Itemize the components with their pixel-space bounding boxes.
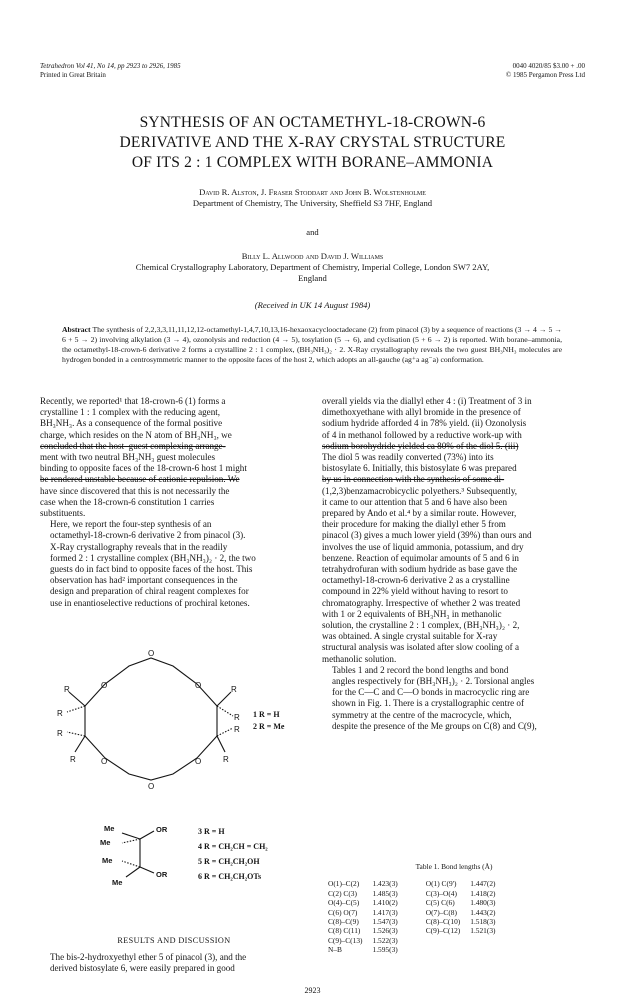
text-line: sodium borohydride yielded ca 80% of the diol 5. (iii) bbox=[322, 440, 519, 451]
section-heading-results: RESULTS AND DISCUSSION bbox=[117, 936, 231, 945]
crown-ether-structure bbox=[55, 644, 245, 792]
or-group-label: OR bbox=[156, 870, 168, 879]
left-column-results bbox=[40, 952, 308, 974]
abstract bbox=[62, 325, 562, 365]
text-line: Recently, we reported¹ that 18-crown-6 (1) forms a bbox=[40, 396, 226, 406]
text-line: guests do in fact bind to opposite faces of the host. This bbox=[50, 564, 253, 575]
bond-label-cell: O(1) C(9') bbox=[425, 879, 457, 889]
bond-value-cell: 1.485(3) bbox=[372, 888, 398, 898]
bond-value-cell: 1.595(3) bbox=[372, 945, 398, 955]
table-row bbox=[328, 879, 506, 888]
text-line: (1,2,3)benzamacrobicyclic polyethers.³ Subsequently, bbox=[322, 485, 518, 496]
text-line: bistosylate 6. Initially, this bistosylate 6 was prepared bbox=[322, 463, 517, 474]
table-row bbox=[328, 945, 506, 954]
methyl-label: Me bbox=[112, 878, 123, 887]
text-line: derived bistosylate 6, were easily prepared in good bbox=[50, 963, 235, 974]
text-line: be rendered unstable because of cationic repulsion. We bbox=[40, 474, 240, 485]
bond-value-cell: 1.423(3) bbox=[372, 879, 398, 889]
bond-label-cell: C(8)–C(10) bbox=[425, 917, 461, 927]
text-line: concluded that the host–guest complexing arrange- bbox=[40, 440, 226, 451]
text-line: formed 2 : 1 crystalline complex (BH₃NH₃)₂ · 2, the two bbox=[50, 552, 256, 563]
text-line: prepared by Ando et al.⁴ by a similar route. However, bbox=[322, 508, 517, 519]
pinacol-structure bbox=[100, 821, 190, 891]
legend-item-1: 1 R = H bbox=[253, 710, 280, 719]
bond-value-cell bbox=[470, 936, 505, 945]
bond-label-cell: C(5) C(6) bbox=[425, 898, 455, 908]
r-group-label: R bbox=[223, 755, 229, 764]
text-line: ment with two neutral BH₃NH₃ guest molecules bbox=[40, 452, 216, 463]
abstract-label: Abstract bbox=[62, 325, 91, 334]
legend-item-4: 4 R = CH₂CH = CH₂ bbox=[198, 842, 268, 851]
title-line-1: SYNTHESIS OF AN OCTAMETHYL-18-CROWN-6 bbox=[139, 114, 486, 131]
price-line-2: © 1985 Pergamon Press Ltd bbox=[505, 71, 585, 79]
table-bond-lengths bbox=[322, 862, 586, 955]
bond-label-cell: C(9)–C(13) bbox=[328, 935, 363, 945]
text-line: observation has had² important consequences in the bbox=[50, 575, 238, 586]
author-block-2 bbox=[40, 251, 585, 284]
r-group-label: R bbox=[234, 725, 240, 734]
paragraph-results bbox=[40, 952, 308, 974]
text-line: The bis-2-hydroxyethyl ether 5 of pinacol (3), and the bbox=[50, 952, 247, 962]
and-separator: and bbox=[306, 227, 319, 237]
authors-group-1: David R. Alston, J. Fraser Stoddart and John B. Wolstenholme bbox=[199, 187, 426, 197]
affiliation-2-line-2: England bbox=[298, 273, 327, 283]
bond-length-table bbox=[328, 879, 506, 954]
abstract-line-1: pinacol (3) by a sequence of reactions (3 → 4 → 5 → 6 + 5 → 2) involving alkylation (3 → 4), ozonolysis and bbox=[62, 325, 562, 344]
table-caption: Table 1. Bond lengths (Å) bbox=[415, 862, 493, 871]
affiliation-2-line-1: Chemical Crystallography Laboratory, Department of Chemistry, Imperial College, London SW7 2AY, bbox=[135, 262, 490, 272]
journal-citation bbox=[40, 62, 181, 80]
text-line: their procedure for making the diallyl ether 5 from bbox=[322, 519, 506, 530]
text-line: benzene. Reaction of equimolar amounts of 5 and 6 in bbox=[322, 552, 519, 563]
table-row bbox=[328, 908, 506, 917]
bond-value-cell: 1.417(3) bbox=[372, 907, 398, 917]
text-line: tetrahydrofuran with sodium hydride as base gave the bbox=[322, 564, 518, 575]
text-line: BH₃NH₃. As a consequence of the formal positive bbox=[40, 418, 223, 429]
abstract-line-4: reveals the two guest BH₃NH₃ molecules are hydrogen bonded in a centrosymmetric manner to the opposite bbox=[62, 345, 563, 364]
received-date: (Received in UK 14 August 1984) bbox=[254, 300, 371, 310]
paragraph-tables bbox=[322, 665, 586, 732]
bond-label-cell: C(8) C(11) bbox=[328, 926, 361, 936]
abstract-line-0: The synthesis of 2,2,3,3,11,11,12,12-octamethyl-1,4,7,10,13,16-hexaoxacyclooctadecane (2) from bbox=[92, 325, 395, 334]
oxygen-label: O bbox=[101, 757, 108, 766]
text-line: design and preparation of chiral reagent complexes for bbox=[50, 586, 249, 597]
r-group-label: R bbox=[64, 685, 70, 694]
authors-group-2: Billy L. Allwood and David J. Williams bbox=[241, 251, 384, 261]
bond-label-cell: O(4)–C(5) bbox=[328, 898, 360, 908]
left-column-intro bbox=[40, 396, 308, 609]
bond-label-cell: C(2) C(3) bbox=[328, 888, 357, 898]
bond-value-cell bbox=[470, 945, 505, 954]
abstract-line-2: reduction (4 → 5), tosylation (5 → 6), and cyclisation (5 + 6 → 2) is reported. With borane–ammonia, the bbox=[62, 335, 563, 354]
oxygen-label: O bbox=[101, 681, 108, 690]
title-line-3: OF ITS 2 : 1 COMPLEX WITH BORANE–AMMONIA bbox=[131, 154, 494, 171]
text-line: it came to our attention that 5 and 6 have also been bbox=[322, 496, 508, 507]
table-row bbox=[328, 936, 506, 945]
table-row bbox=[328, 889, 506, 898]
pinacol-bonds bbox=[122, 831, 154, 877]
journal-line-2: Printed in Great Britain bbox=[40, 71, 106, 79]
text-line: symmetry at the centre of the macrocycle, which, bbox=[332, 709, 512, 720]
bond-value-cell: 1.447(2) bbox=[470, 879, 496, 889]
r-group-label: R bbox=[70, 755, 76, 764]
bond-value-cell: 1.522(3) bbox=[372, 935, 398, 945]
article-title bbox=[40, 113, 585, 173]
abstract-line-3: octamethyl-18-crown-6 derivative 2 forms a crystalline 2 : 1 complex, (BH₃NH₃)₂ · 2. X-Ray crystallography bbox=[73, 345, 419, 354]
oxygen-label: O bbox=[148, 782, 155, 791]
text-line: shown in Fig. 1. There is a crystallographic centre of bbox=[332, 698, 525, 709]
text-line: was obtained. A single crystal suitable for X-ray bbox=[322, 631, 498, 642]
paragraph-here-we-report bbox=[40, 519, 308, 609]
text-line: methanolic solution. bbox=[322, 653, 397, 664]
bond-label-cell: C(3)–O(4) bbox=[425, 888, 457, 898]
text-line: octamethyl-18-crown-6 derivative 2 from pinacol (3). bbox=[50, 530, 246, 541]
title-line-2: DERIVATIVE AND THE X-RAY CRYSTAL STRUCTURE bbox=[119, 134, 506, 151]
bond-value-cell: 1.526(3) bbox=[372, 926, 398, 936]
bond-value-cell: 1.410(2) bbox=[372, 898, 398, 908]
text-line: involves the use of liquid ammonia, potassium, and dry bbox=[322, 541, 524, 552]
author-block-1 bbox=[40, 187, 585, 209]
text-line: binding to opposite faces of the 18-crown-6 host 1 might bbox=[40, 463, 247, 474]
text-line: sodium hydride afforded 4 in 78% yield. (ii) Ozonolysis bbox=[322, 418, 527, 429]
text-line: of 4 in methanol followed by a reductive work-up with bbox=[322, 429, 522, 440]
text-line: X-Ray crystallography reveals that in the readily bbox=[50, 541, 228, 552]
text-line: compound in 22% yield without having to resort to bbox=[322, 586, 508, 597]
bond-value-cell: 1.547(3) bbox=[372, 917, 398, 927]
bond-value-cell: 1.443(2) bbox=[470, 907, 496, 917]
text-line: The diol 5 was readily converted (73%) into its bbox=[322, 452, 494, 463]
text-line: with 1 or 2 equivalents of BH₃NH₃ in methanolic bbox=[322, 608, 502, 619]
legend-item-3: 3 R = H bbox=[198, 827, 225, 836]
bond-value-cell: 1.480(3) bbox=[470, 898, 496, 908]
oxygen-label: O bbox=[195, 757, 202, 766]
methyl-label: Me bbox=[104, 824, 115, 833]
text-line: chromatography. Irrespective of whether 2 was treated bbox=[322, 597, 521, 608]
text-line: charge, which resides on the N atom of BH₃NH₃, we bbox=[40, 429, 232, 440]
bond-label-cell: N–B bbox=[328, 945, 342, 955]
text-line: substituents. bbox=[40, 508, 86, 519]
table-row bbox=[328, 926, 506, 935]
text-line: Here, we report the four-step synthesis of an bbox=[50, 519, 212, 530]
text-line: Tables 1 and 2 record the bond lengths and bond bbox=[332, 664, 509, 675]
r-group-label: R bbox=[234, 713, 240, 722]
legend-crown-compounds bbox=[253, 709, 284, 733]
legend-pinacol-compounds bbox=[198, 824, 268, 884]
paragraph-synthesis bbox=[322, 396, 586, 665]
text-line: pinacol (3) gives a much lower yield (39%) than ours and bbox=[322, 530, 532, 541]
legend-item-6: 6 R = CH₂CH₂OTs bbox=[198, 872, 262, 881]
paragraph-intro bbox=[40, 396, 308, 519]
text-line: angles respectively for (BH₃NH₃)₂ · 2. Torsional angles bbox=[332, 676, 535, 687]
text-line: have since discovered that this is not necessarily the bbox=[40, 485, 230, 496]
r-group-label: R bbox=[57, 709, 63, 718]
abstract-line-5: faces of the host 2, which adopts an all-gauche (ag⁺a ag⁻a) conformation. bbox=[256, 355, 484, 364]
legend-item-2: 2 R = Me bbox=[253, 722, 285, 731]
or-group-label: OR bbox=[156, 825, 168, 834]
bond-label-cell: C(8)–C(9) bbox=[328, 917, 359, 927]
oxygen-label: O bbox=[148, 649, 155, 658]
bond-label-cell: O(1)–C(2) bbox=[328, 879, 360, 889]
text-line: solution, the crystalline 2 : 1 complex, (BH₃NH₃)₂ · 2, bbox=[322, 620, 520, 631]
r-group-label: R bbox=[231, 685, 237, 694]
text-line: for the C—C and C—O bonds in macrocyclic ring are bbox=[332, 687, 530, 698]
text-line: case when the 18-crown-6 constitution 1 carries bbox=[40, 496, 215, 507]
atom-labels bbox=[57, 649, 240, 791]
bond-label-cell: C(9)–C(12) bbox=[425, 926, 461, 936]
bond-value-cell: 1.521(3) bbox=[470, 926, 496, 936]
right-column-text bbox=[322, 396, 586, 732]
bond-label-cell: O(7)–C(8) bbox=[425, 907, 457, 917]
text-line: dimethoxyethane with allyl bromide in the presence of bbox=[322, 407, 521, 418]
text-line: structural analysis was isolated after slow cooling of a bbox=[322, 642, 519, 653]
methyl-label: Me bbox=[102, 856, 113, 865]
affiliation-1: Department of Chemistry, The University, Sheffield S3 7HF, England bbox=[192, 198, 433, 208]
legend-item-5: 5 R = CH₂CH₂OH bbox=[198, 857, 260, 866]
bond-label-cell bbox=[426, 945, 471, 954]
table-row bbox=[328, 898, 506, 907]
bond-label-cell: C(6) O(7) bbox=[328, 907, 358, 917]
page-number: 2923 bbox=[304, 986, 321, 995]
table-row bbox=[328, 917, 506, 926]
price-notice bbox=[506, 62, 585, 80]
pinacol-labels bbox=[100, 824, 168, 887]
price-line-1: 0040 4020/85 $3.00 + .00 bbox=[512, 62, 585, 70]
text-line: octamethyl-18-crown-6 derivative 2 as a crystalline bbox=[322, 575, 510, 586]
oxygen-label: O bbox=[195, 681, 202, 690]
text-line: despite the presence of the Me groups on C(8) and C(9), bbox=[332, 720, 537, 731]
r-group-label: R bbox=[57, 729, 63, 738]
text-line: crystalline 1 : 1 complex with the reducing agent, bbox=[40, 407, 221, 418]
text-line: by us in connection with the synthesis of some di- bbox=[322, 474, 505, 485]
text-line: overall yields via the diallyl ether 4 : (i) Treatment of 3 in bbox=[322, 396, 532, 406]
bond-value-cell: 1.518(3) bbox=[470, 917, 496, 927]
bond-value-cell: 1.418(2) bbox=[470, 888, 496, 898]
text-line: use in enantioselective reductions of prochiral ketones. bbox=[50, 597, 250, 608]
journal-line-1: Tetrahedron Vol 41, No 14, pp 2923 to 2926, 1985 bbox=[40, 62, 181, 70]
bond-label-cell bbox=[426, 936, 471, 945]
methyl-label: Me bbox=[100, 838, 111, 847]
